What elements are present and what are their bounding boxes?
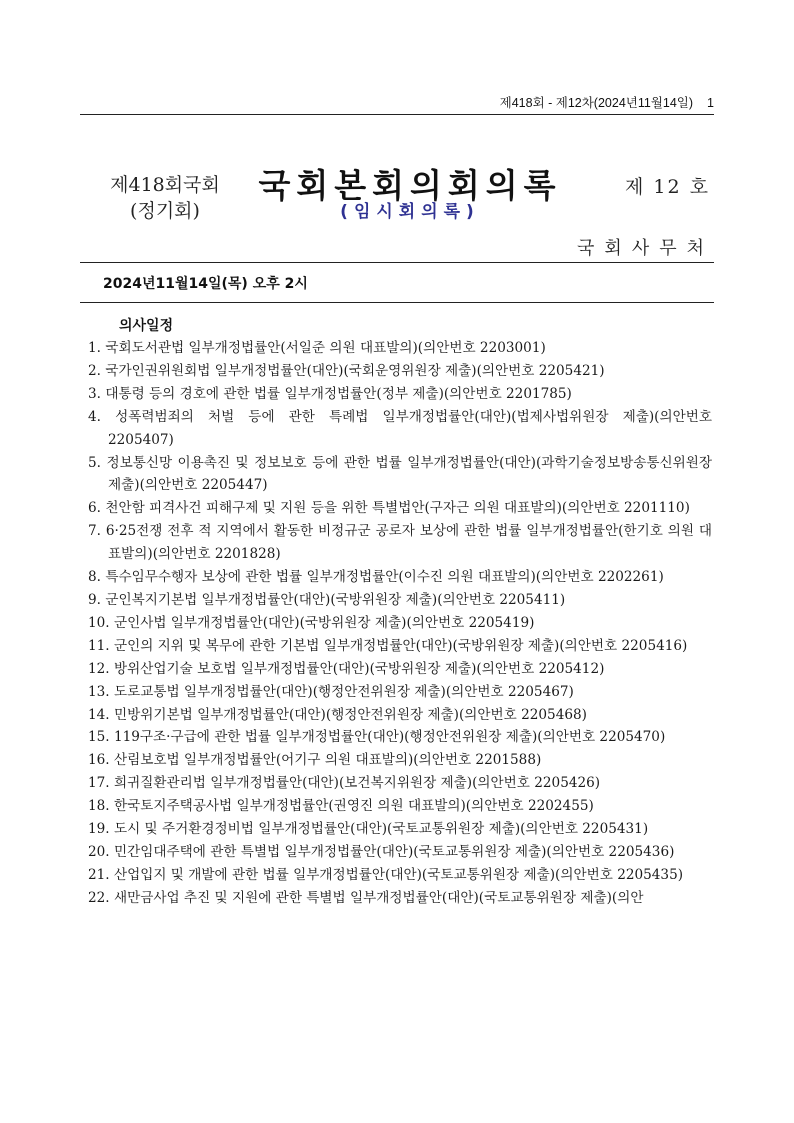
agenda-item: 13. 도로교통법 일부개정법률안(대안)(행정안전위원장 제출)(의안번호 2205467) [88, 683, 574, 700]
agenda-item: 6. 천안함 피격사건 피해구제 및 지원 등을 위한 특별법안(구자근 의원 대표발의)(의안번호 2201110) [88, 500, 690, 517]
masthead-divider [80, 262, 714, 263]
document-subtitle: (임시회의록) [340, 202, 480, 222]
agenda-item: 16. 산림보호법 일부개정법률안(어기구 의원 대표발의)(의안번호 2201588) [88, 752, 542, 769]
agenda-item: 21. 산업입지 및 개발에 관한 법률 일부개정법률안(대안)(국토교통위원장 제출)(의안번호 2205435) [88, 866, 684, 883]
running-header [80, 93, 714, 111]
agenda-item: 10. 군인사법 일부개정법률안(대안)(국방위원장 제출)(의안번호 2205419) [88, 614, 535, 631]
agenda-heading: 의사일정 [119, 318, 174, 334]
agenda-item: 5. 정보통신망 이용촉진 및 정보보호 등에 관한 법률 일부개정법률안(대안)(과학기술정보방송통신위원장 제출)(의안번호 2205447) [88, 454, 712, 494]
document-title: 국회본회의회의록 [258, 166, 562, 205]
agenda-item: 18. 한국토지주택공사법 일부개정법률안(권영진 의원 대표발의)(의안번호 2202455) [88, 798, 594, 815]
agenda-item: 2. 국가인권위원회법 일부개정법률안(대안)(국회운영위원장 제출)(의안번호 2205421) [88, 362, 605, 379]
agenda-item: 15. 119구조·구급에 관한 법률 일부개정법률안(대안)(행정안전위원장 제출)(의안번호 2205470) [88, 729, 666, 746]
agenda-item: 3. 대통령 등의 경호에 관한 법률 일부개정법률안(정부 제출)(의안번호 2201785) [88, 385, 572, 402]
agenda-item: 4. 성폭력범죄의 처벌 등에 관한 특례법 일부개정법률안(대안)(법제사법위원장 제출)(의안번호 2205407) [88, 408, 712, 448]
agenda-item: 17. 희귀질환관리법 일부개정법률안(대안)(보건복지위원장 제출)(의안번호 2205426) [88, 775, 601, 792]
session-reference: 제418회 - 제12차(2024년11월14일) [499, 96, 694, 110]
page-number: 1 [707, 96, 714, 110]
session-type: (정기회) [130, 200, 200, 222]
agenda-item: 22. 새만금사업 추진 및 지원에 관한 특별법 일부개정법률안(대안)(국토교통위원장 제출)(의안 [88, 889, 644, 906]
agenda-item: 9. 군인복지기본법 일부개정법률안(대안)(국방위원장 제출)(의안번호 2205411) [88, 591, 566, 608]
session-number: 제418회국회 [110, 174, 220, 196]
agenda-item: 12. 방위산업기술 보호법 일부개정법률안(대안)(국방위원장 제출)(의안번호 2205412) [88, 660, 605, 677]
meeting-datetime: 2024년11월14일(목) 오후 2시 [103, 276, 308, 292]
section-divider [80, 302, 714, 303]
agenda-item: 20. 민간임대주택에 관한 특별법 일부개정법률안(대안)(국토교통위원장 제출)(의안번호 2205436) [88, 843, 675, 860]
header-divider [80, 114, 714, 115]
session-label [95, 172, 235, 224]
agenda-item: 11. 군인의 지위 및 복무에 관한 기본법 일부개정법률안(대안)(국방위원장 제출)(의안번호 2205416) [88, 637, 688, 654]
agenda-item: 7. 6·25전쟁 전후 적 지역에서 활동한 비정규군 공로자 보상에 관한 법률 일부개정법률안(한기호 의원 대표발의)(의안번호 2201828) [88, 523, 712, 563]
agenda-item: 8. 특수임무수행자 보상에 관한 법률 일부개정법률안(이수진 의원 대표발의)(의안번호 2202261) [88, 569, 664, 586]
agenda-item: 1. 국회도서관법 일부개정법률안(서일준 의원 대표발의)(의안번호 2203001) [88, 340, 546, 356]
issue-number: 제 12 호 [625, 176, 710, 198]
agenda-list [88, 337, 712, 910]
publisher: 국회사무처 [577, 238, 714, 259]
agenda-item: 19. 도시 및 주거환경정비법 일부개정법률안(대안)(국토교통위원장 제출)(의안번호 2205431) [88, 821, 649, 838]
agenda-item: 14. 민방위기본법 일부개정법률안(대안)(행정안전위원장 제출)(의안번호 2205468) [88, 706, 587, 723]
